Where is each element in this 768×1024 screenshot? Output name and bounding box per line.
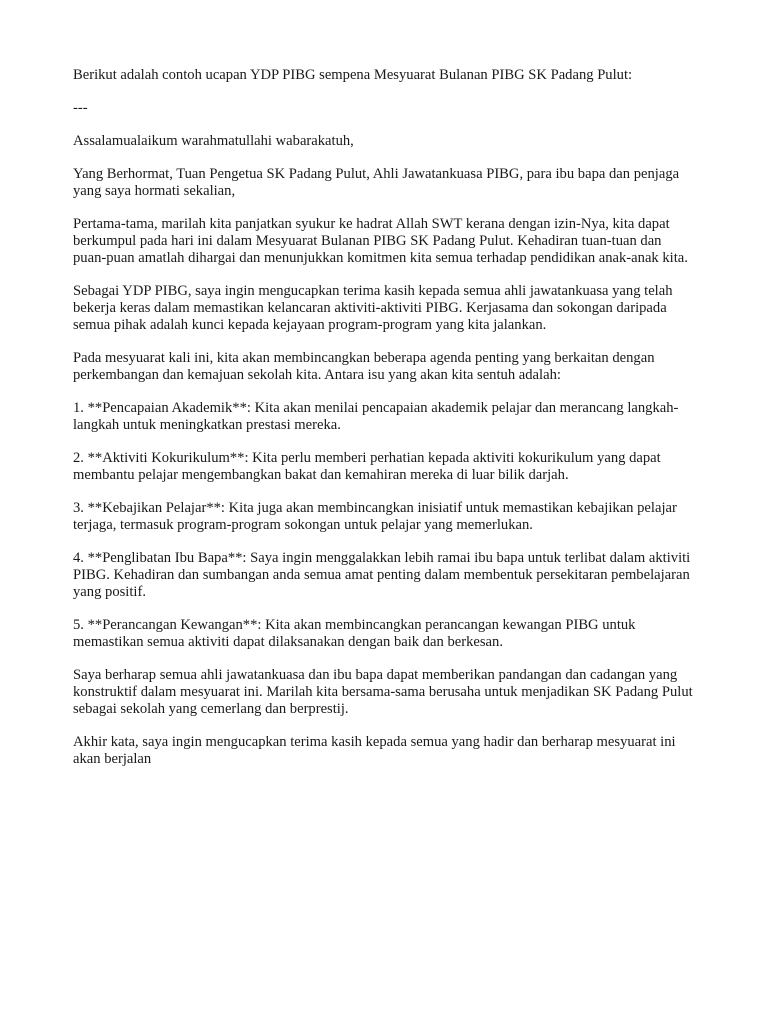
- greeting: Assalamualaikum warahmatullahi wabarakatuh,: [73, 133, 354, 149]
- agenda-item-4: 4. **Penglibatan Ibu Bapa**: Saya ingin menggalakkan lebih ramai ibu bapa untuk terlibat dalam aktiviti PIBG. Kehadiran dan sumbangan anda semua amat penting dalam membentuk persekitaran pembelajaran yang positif.: [73, 550, 691, 600]
- paragraph-hope: Saya berharap semua ahli jawatankuasa dan ibu bapa dapat memberikan pandangan dan cadangan yang konstruktif dalam mesyuarat ini. Marilah kita bersama-sama berusaha untuk menjadikan SK Padang Pulut sebagai sekolah yang cemerlang dan berprestij.: [73, 667, 693, 717]
- paragraph-closing: Akhir kata, saya ingin mengucapkan terima kasih kepada semua yang hadir dan berharap mesyuarat ini akan berjalan: [73, 734, 676, 767]
- separator-line: ---: [73, 100, 88, 116]
- agenda-item-1: 1. **Pencapaian Akademik**: Kita akan menilai pencapaian akademik pelajar dan merancang langkah-langkah untuk meningkatkan prestasi mereka.: [73, 400, 679, 433]
- salutation: Yang Berhormat, Tuan Pengetua SK Padang Pulut, Ahli Jawatankuasa PIBG, para ibu bapa dan penjaga yang saya hormati sekalian,: [73, 166, 680, 199]
- intro-line: Berikut adalah contoh ucapan YDP PIBG sempena Mesyuarat Bulanan PIBG SK Padang Pulut:: [73, 67, 633, 83]
- paragraph-thanks: Sebagai YDP PIBG, saya ingin mengucapkan terima kasih kepada semua ahli jawatankuasa yang telah bekerja keras dalam memastikan kelancaran aktiviti-aktiviti PIBG. Kerjasama dan sokongan daripada semua pihak adalah kunci kepada kejayaan program-program yang kita jalankan.: [73, 283, 673, 333]
- agenda-item-2: 2. **Aktiviti Kokurikulum**: Kita perlu memberi perhatian kepada aktiviti kokurikulum yang dapat membantu pelajar mengembangkan bakat dan kemahiran mereka di luar bilik darjah.: [73, 450, 661, 483]
- paragraph-agenda-intro: Pada mesyuarat kali ini, kita akan membincangkan beberapa agenda penting yang berkaitan dengan perkembangan dan kemajuan sekolah kita. Antara isu yang akan kita sentuh adalah:: [73, 350, 655, 383]
- document-body: [73, 67, 698, 784]
- agenda-item-5: 5. **Perancangan Kewangan**: Kita akan membincangkan perancangan kewangan PIBG untuk memastikan semua aktiviti dapat dilaksanakan dengan baik dan berkesan.: [73, 617, 636, 650]
- paragraph-opening: Pertama-tama, marilah kita panjatkan syukur ke hadrat Allah SWT kerana dengan izin-Nya, kita dapat berkumpul pada hari ini dalam Mesyuarat Bulanan PIBG SK Padang Pulut. Kehadiran tuan-tuan dan puan-puan amatlah dihargai dan menunjukkan komitmen kita semua terhadap pendidikan anak-anak kita.: [73, 216, 688, 266]
- agenda-item-3: 3. **Kebajikan Pelajar**: Kita juga akan membincangkan inisiatif untuk memastikan kebajikan pelajar terjaga, termasuk program-program sokongan untuk pelajar yang memerlukan.: [73, 500, 677, 533]
